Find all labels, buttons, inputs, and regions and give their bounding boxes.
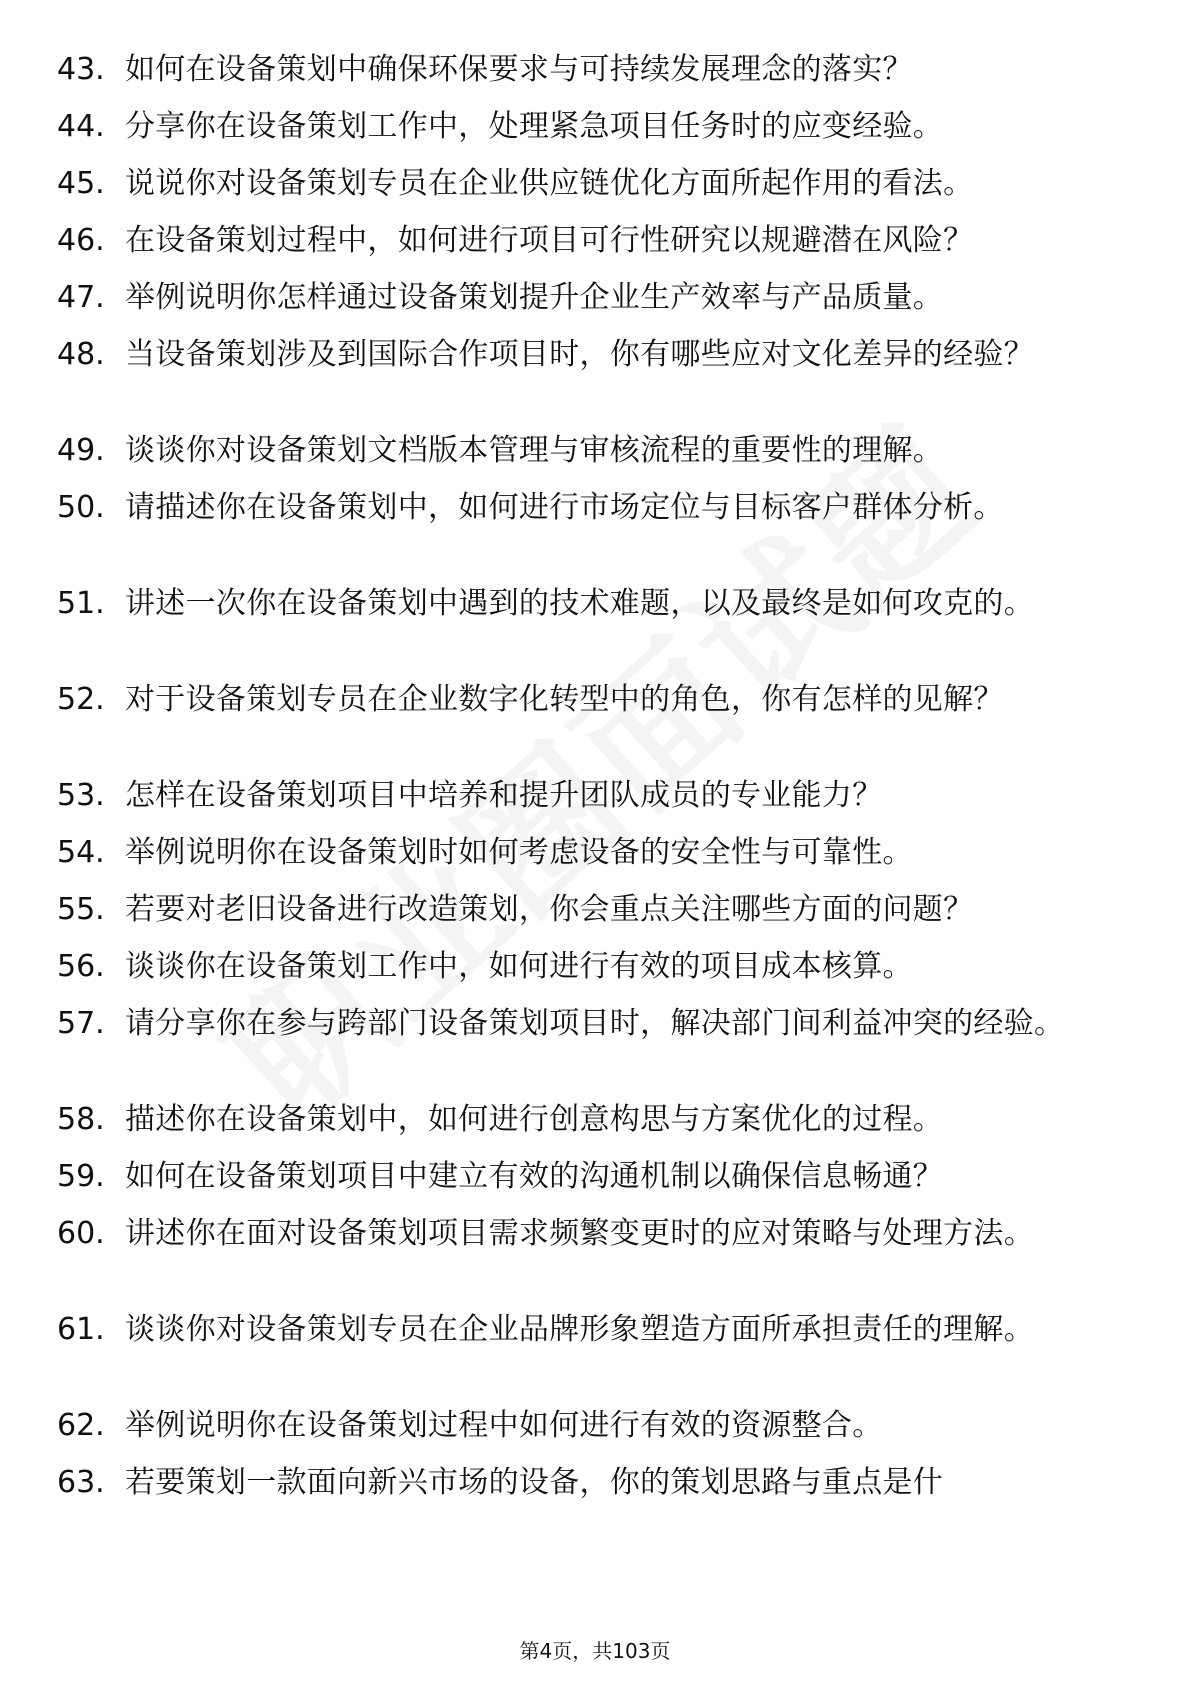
question-number: 59. [57,1159,105,1194]
question-number: 63. [57,1465,105,1500]
question-text: 分享你在设备策划工作中，处理紧急项目任务时的应变经验。 [125,109,944,144]
question-number: 61. [57,1312,105,1347]
question-text: 讲述你在面对设备策划项目需求频繁变更时的应对策略与处理方法。 [125,1216,1034,1251]
question-number: 46. [57,223,105,258]
question-text: 如何在设备策划中确保环保要求与可持续发展理念的落实？ [125,52,913,87]
page-number-label: 第4页，共103页 [519,1639,671,1663]
question-number: 48. [57,337,105,372]
question-text: 若要对老旧设备进行改造策划，你会重点关注哪些方面的问题？ [125,892,974,927]
page-footer [0,1636,1190,1666]
question-number: 43. [57,52,105,87]
question-number: 53. [57,778,105,813]
question-text: 说说你对设备策划专员在企业供应链优化方面所起作用的看法。 [125,166,974,201]
question-text: 举例说明你在设备策划时如何考虑设备的安全性与可靠性。 [125,835,913,870]
question-number: 58. [57,1102,105,1137]
question-number: 44. [57,109,105,144]
question-text: 当设备策划涉及到国际合作项目时，你有哪些应对文化差异的经验？ [125,337,1034,372]
question-text: 请描述你在设备策划中，如何进行市场定位与目标客户群体分析。 [125,490,1004,525]
question-number: 54. [57,835,105,870]
question-text: 描述你在设备策划中，如何进行创意构思与方案优化的过程。 [125,1102,944,1137]
question-number: 47. [57,280,105,315]
question-number: 51. [57,586,105,621]
question-text: 谈谈你对设备策划专员在企业品牌形象塑造方面所承担责任的理解。 [125,1312,1034,1347]
question-number: 62. [57,1408,105,1443]
question-number: 57. [57,1006,105,1041]
question-text: 若要策划一款面向新兴市场的设备，你的策划思路与重点是什 [125,1465,944,1500]
question-number: 52. [57,682,105,717]
question-text: 谈谈你在设备策划工作中，如何进行有效的项目成本核算。 [125,949,913,984]
question-text: 在设备策划过程中，如何进行项目可行性研究以规避潜在风险？ [125,223,974,258]
question-number: 56. [57,949,105,984]
question-text: 请分享你在参与跨部门设备策划项目时，解决部门间利益冲突的经验。 [125,1006,1065,1041]
question-number: 49. [57,433,105,468]
question-number: 50. [57,490,105,525]
question-text: 讲述一次你在设备策划中遇到的技术难题，以及最终是如何攻克的。 [125,586,1034,621]
question-text: 谈谈你对设备策划文档版本管理与审核流程的重要性的理解。 [125,433,944,468]
question-number: 55. [57,892,105,927]
question-text: 如何在设备策划项目中建立有效的沟通机制以确保信息畅通？ [125,1159,944,1194]
question-text: 举例说明你在设备策划过程中如何进行有效的资源整合。 [125,1408,883,1443]
question-text: 举例说明你怎样通过设备策划提升企业生产效率与产品质量。 [125,280,944,315]
question-text: 对于设备策划专员在企业数字化转型中的角色，你有怎样的见解？ [125,682,1004,717]
question-number: 45. [57,166,105,201]
question-number: 60. [57,1216,105,1251]
question-text: 怎样在设备策划项目中培养和提升团队成员的专业能力？ [125,778,883,813]
